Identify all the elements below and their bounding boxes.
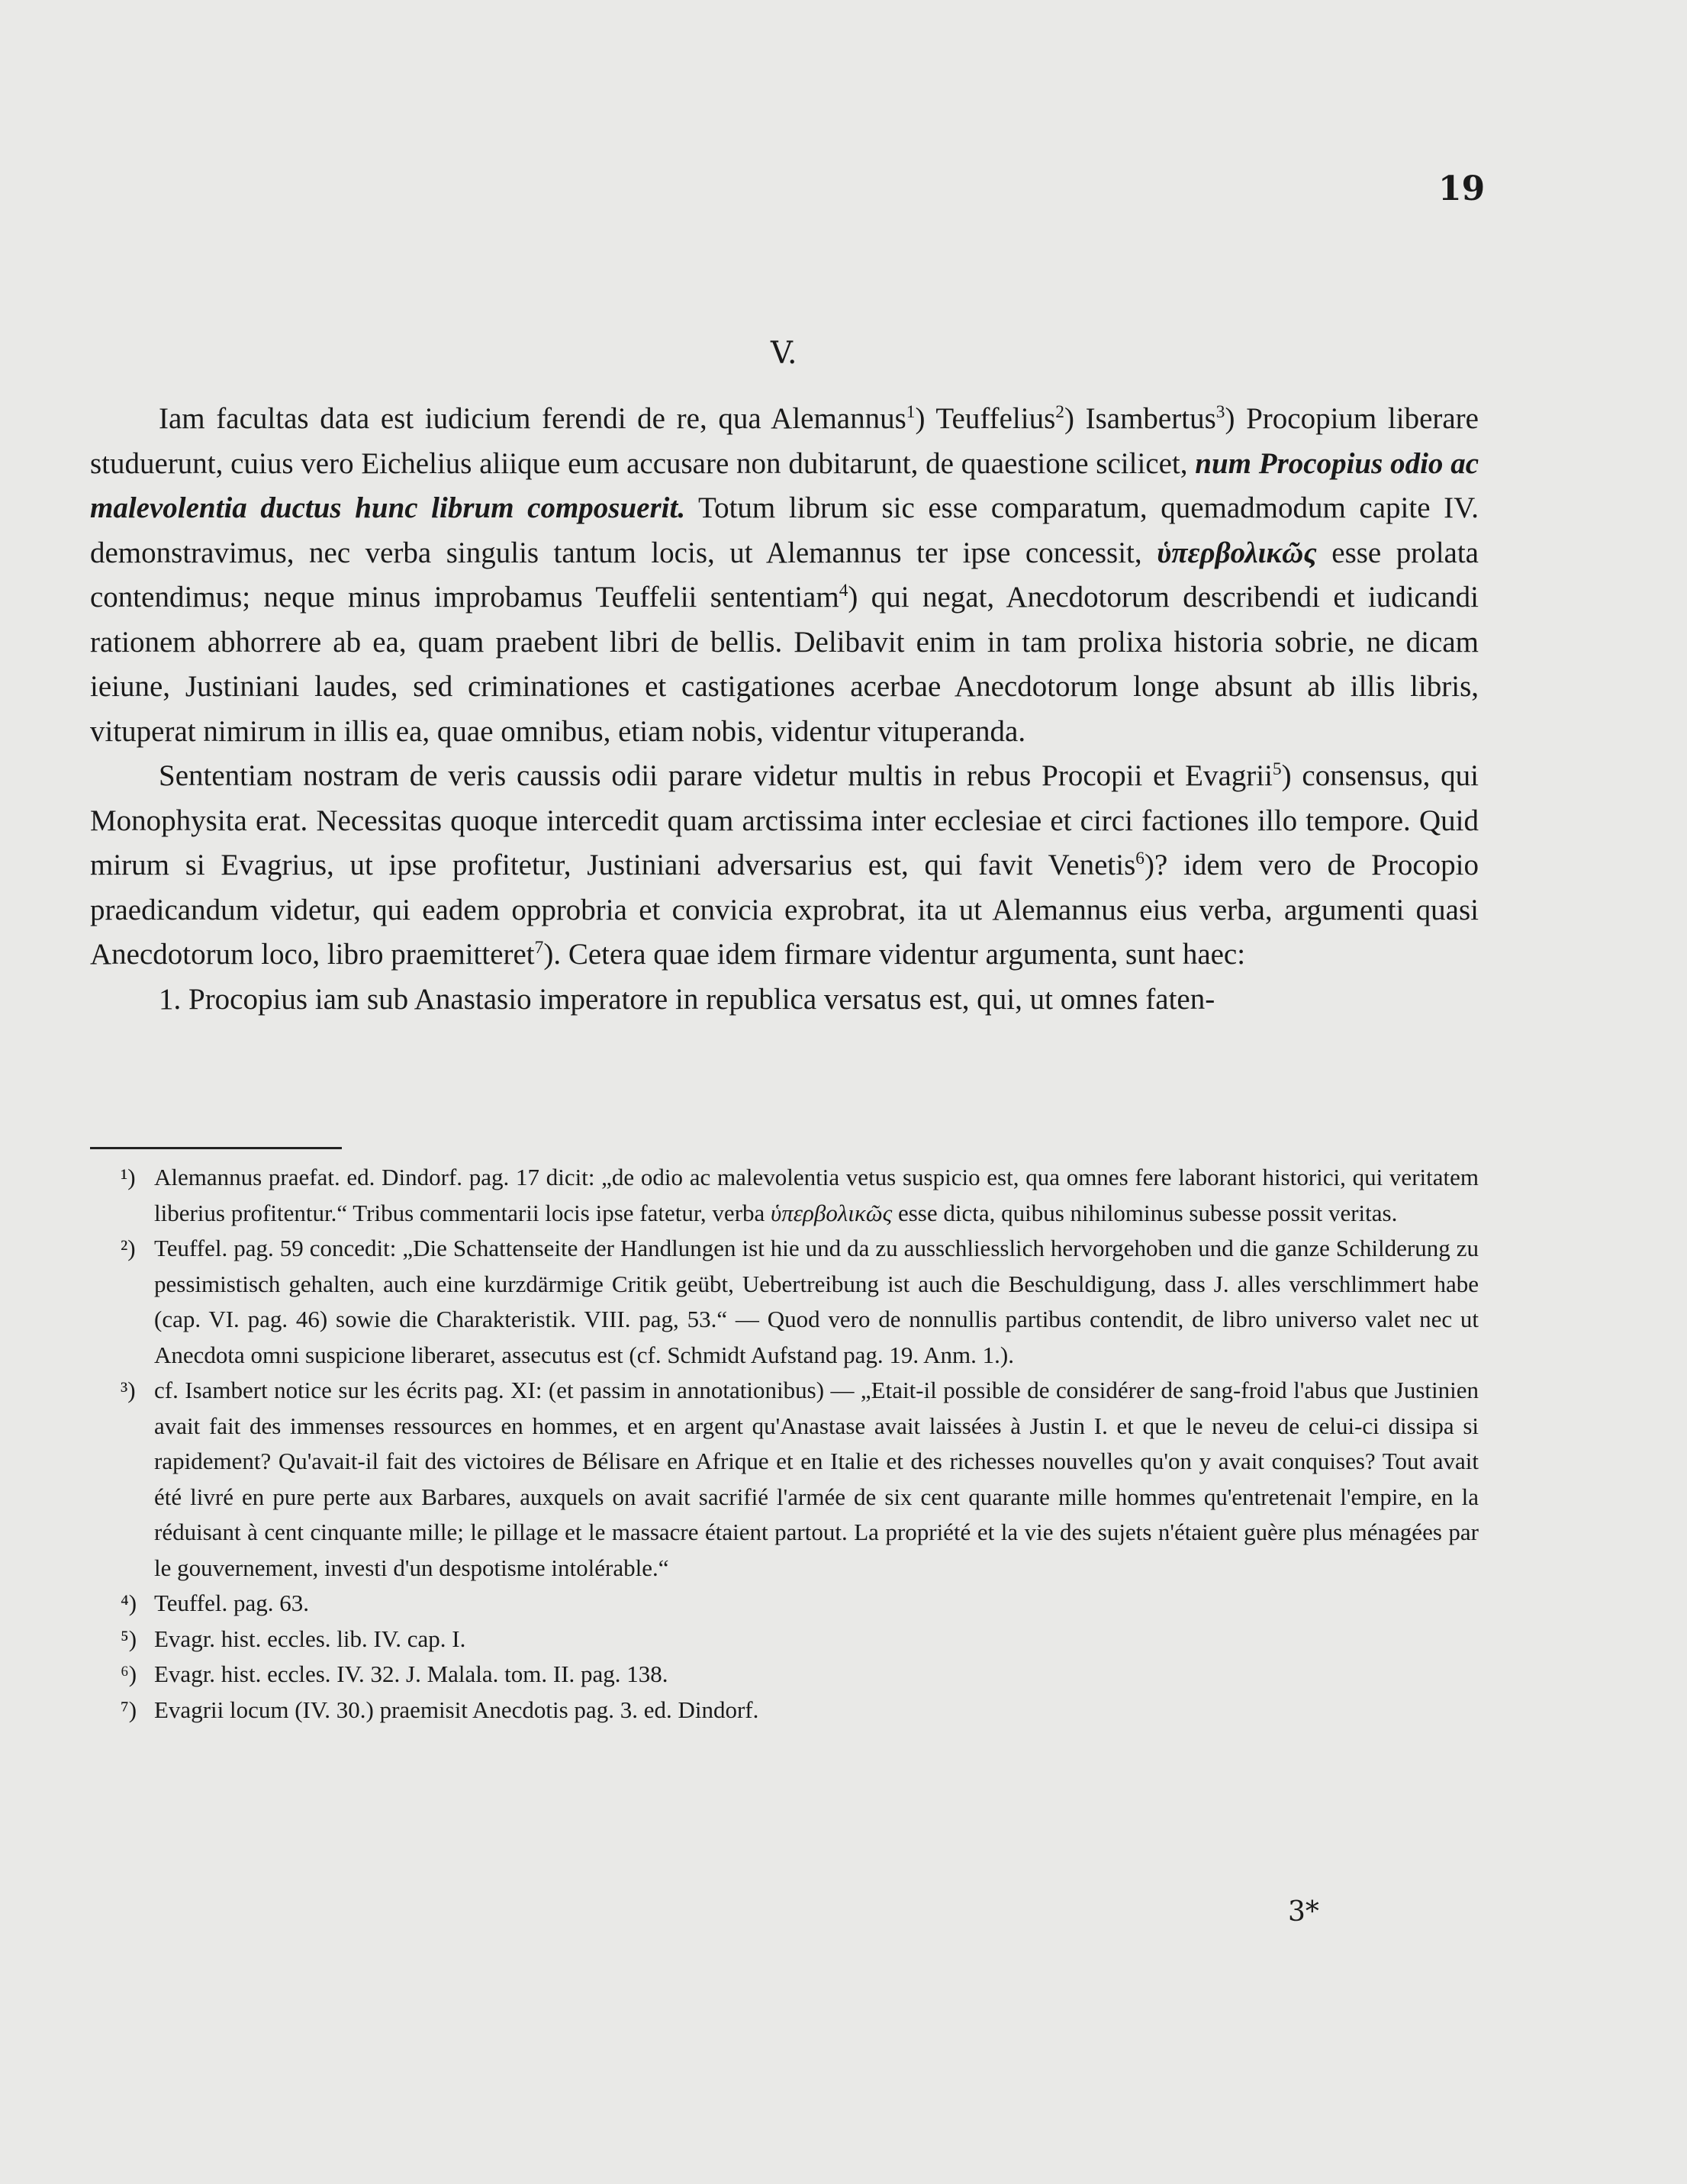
note-ref-4: 4 [839,581,848,601]
section-heading: V. [771,336,797,371]
footnote-4: ⁴) Teuffel. pag. 63. [121,1590,309,1616]
footnotes [90,1160,1479,1728]
note-ref-6: 6 [1135,849,1145,868]
italic-question: num Procopius odio ac malevolentia ductus hunc librum composuerit. [90,446,1479,524]
footnote-6: ⁶) Evagr. hist. eccles. IV. 32. J. Malala. tom. II. pag. 138. [121,1661,668,1687]
footnote-2: ²) Teuffel. pag. 59 concedit: „Die Schattenseite der Handlungen ist hie und da zu ausschliesslich hervorgehoben und die ganze Schilderung zu pessimistisch gehalten, auch eine kurzdärmige Critik geübt, Uebertreibung ist auch die Beschuldigung, dass J. alles verschlimmert habe (cap. VI. pag. 46) sowie die Charakteristik. VIII. pag, 53.“ — Quod vero de nonnullis partibus contendit, de libro universo valet nec ut Anecdota omni suspicione liberaret, assecutus est (cf. Schmidt Aufstand pag. 19. Anm. 1.). [121,1235,1479,1368]
paragraph-3: 1. Procopius iam sub Anastasio imperatore in republica versatus est, qui, ut omnes faten- [159,982,1215,1016]
greek-word: ὑπερβολικῶς [1157,536,1317,569]
note-ref-3: 3 [1215,402,1225,422]
greek-word: ὑπερβολικῶς [771,1199,893,1226]
note-ref-7: 7 [534,938,544,958]
page-number: 19 [1438,169,1486,208]
main-text [90,397,1479,1022]
signature-mark: 3* [1288,1896,1319,1928]
footnote-7: ⁷) Evagrii locum (IV. 30.) praemisit Anecdotis pag. 3. ed. Dindorf. [121,1696,759,1723]
note-ref-5: 5 [1272,759,1282,779]
footnote-3: ³) cf. Isambert notice sur les écrits pag. XI: (et passim in annotationibus) — „Etait-il possible de considérer de sang-froid l'abus que Justinien avait fait des immenses ressources en hommes, et en argent qu'Anastase avait laissées à Justin I. et que le neveu de celui-ci dissipa si rapidement? Qu'avait-il fait des victoires de Bélisare en Afrique et en Italie et des richesses nouvelles qu'on y avait conquises? Tout avait été livré en pure perte aux Barbares, auxquels on avait sacrifié l'armée de six cent quarante mille hommes qu'entretenait l'empire, en la réduisant à cent cinquante mille; le pillage et le massacre étaient partout. La propriété et la vie des sujets n'étaient guère plus ménagées par le gouvernement, investi d'un despotisme intolérable.“ [121,1377,1479,1581]
footnote-1: ¹) Alemannus praefat. ed. Dindorf. pag. 17 dicit: „de odio ac malevolentia vetus suspicio est, qua omnes fere laborant historici, qui veritatem liberius profitentur.“ Tribus commentarii locis ipse fatetur, verba ὑπερβολικῶς esse dicta, quibus nihilominus subesse possit veritas. [121,1164,1479,1226]
paragraph-1: Iam facultas data est iudicium ferendi de re, qua Alemannus$^1$) Teuffelius$^2$) Isambertus$^3$) Procopium liberare studuerunt, cuius vero Eichelius aliique eum accusare non dubitarunt, de quaestione scilicet, num Procopius odio ac malevolentia ductus hunc librum composuerit. Totum librum sic esse comparatum, quemadmodum capite IV. demonstravimus, nec verba singulis tantum locis, ut Alemannus ter ipse concessit, ὑπερβολικῶς esse prolata contendimus; neque minus improbamus Teuffelii sententiam$^4$) qui negat, Anecdotorum describendi et iudicandi rationem abhorrere ab ea, quam praebent libri de bellis. Delibavit enim in tam prolixa historia sobrie, ne dicam ieiune, Justiniani laudes, sed criminationes et castigationes acerbae Anecdotorum longe absunt ab illis libris, vituperat nimirum in illis ea, quae omnibus, etiam nobis, videntur vituperanda. [90,402,1479,748]
paragraph-2: Sententiam nostram de veris caussis odii parare videtur multis in rebus Procopii et Evagrii$^5$) consensus, qui Monophysita erat. Necessitas quoque intercedit quam arctissima inter ecclesiae et circi factiones illo tempore. Quid mirum si Evagrius, ut ipse profitetur, Justiniani adversarius est, qui favit Venetis$^6$)? idem vero de Procopio praedicandum videtur, qui eadem opprobria et convicia exprobrat, ita ut Alemannus eius verba, argumenti quasi Anecdotorum loco, libro praemitteret$^7$). Cetera quae idem firmare videntur argumenta, sunt haec: [90,759,1479,971]
footnote-5: ⁵) Evagr. hist. eccles. lib. IV. cap. I. [121,1625,466,1652]
footnote-rule [90,1147,342,1149]
note-ref-2: 2 [1055,402,1064,422]
note-ref-1: 1 [906,402,916,422]
